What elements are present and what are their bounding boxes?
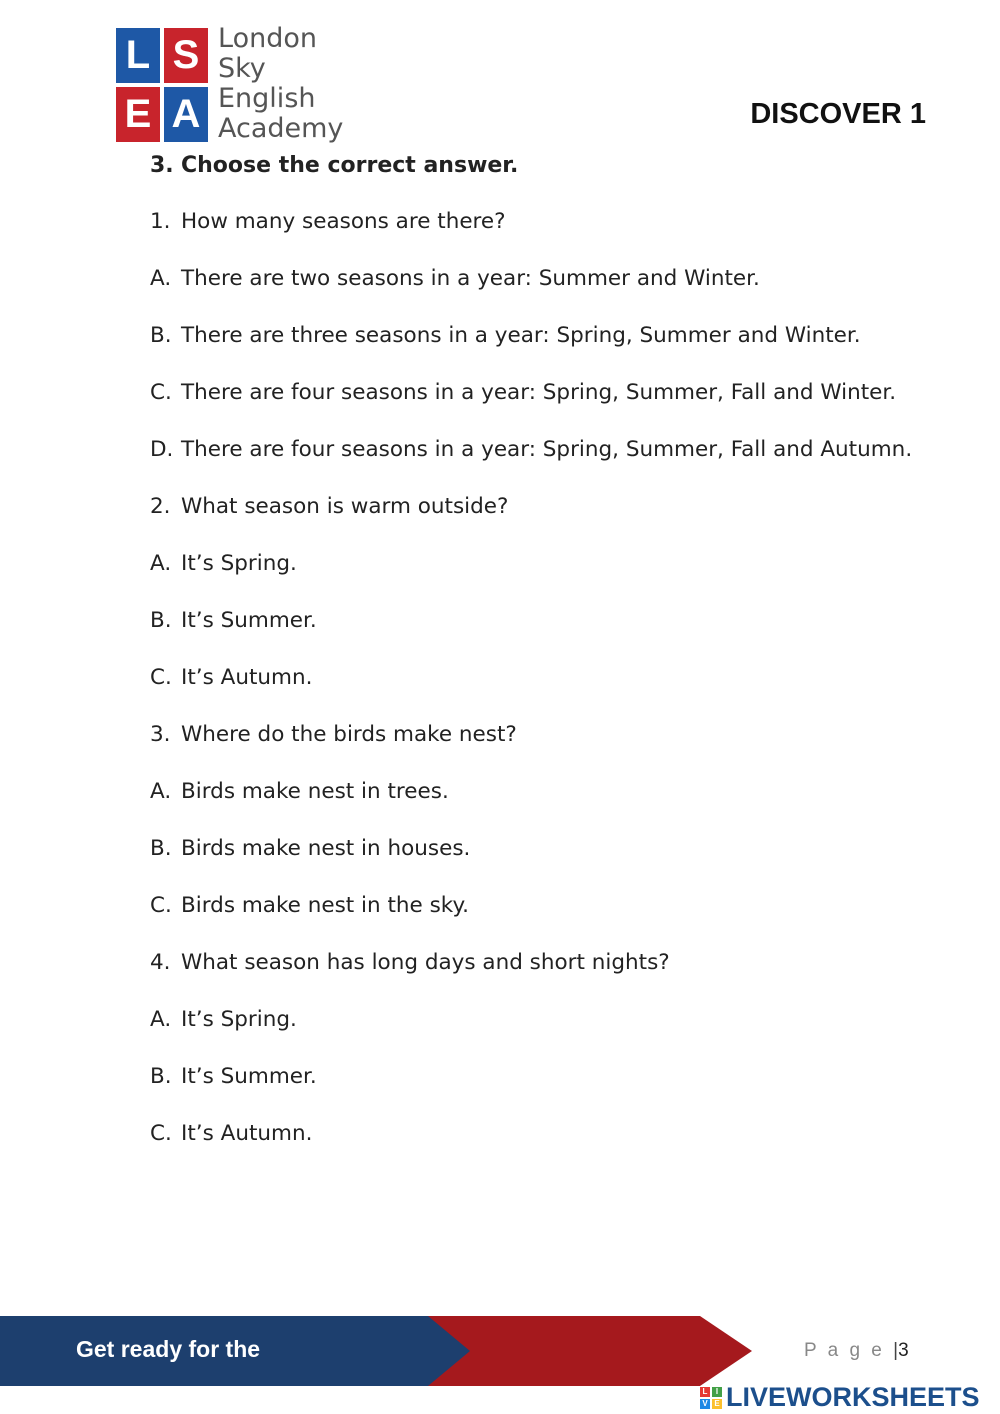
option-letter: A. [150, 779, 172, 804]
question-label: What season is warm outside? [181, 494, 509, 519]
option-letter: B. [150, 323, 172, 348]
option-label: It’s Autumn. [181, 665, 313, 690]
option-label: There are four seasons in a year: Spring, Summer, Fall and Autumn. [181, 437, 913, 462]
answer-option[interactable] [150, 778, 970, 806]
logo-wordmark [218, 24, 343, 144]
option-label: There are four seasons in a year: Spring, Summer, Fall and Winter. [181, 380, 897, 405]
lw-grid-e: E [712, 1399, 722, 1409]
option-letter: D. [150, 437, 174, 462]
option-label: Birds make nest in trees. [181, 779, 449, 804]
option-letter: C. [150, 893, 172, 918]
option-letter: B. [150, 608, 172, 633]
option-letter: B. [150, 1064, 172, 1089]
option-label: It’s Spring. [181, 551, 297, 576]
question-number: 3. [150, 722, 171, 747]
option-letter: C. [150, 1121, 172, 1146]
question-number: 1. [150, 209, 171, 234]
option-letter: C. [150, 380, 172, 405]
exercise [150, 146, 970, 1148]
question-label: How many seasons are there? [181, 209, 506, 234]
logo-block-e: E [116, 87, 160, 142]
question-text [150, 208, 970, 236]
option-label: Birds make nest in the sky. [181, 893, 469, 918]
question-text [150, 949, 970, 977]
answer-option[interactable] [150, 436, 970, 464]
liveworksheets-wordmark: LIVEWORKSHEETS [726, 1382, 980, 1412]
answer-option[interactable] [150, 322, 970, 350]
logo-line-sky: Sky [218, 53, 266, 84]
option-label: It’s Summer. [181, 1064, 317, 1089]
answer-option[interactable] [150, 379, 970, 407]
answer-option[interactable] [150, 1063, 970, 1091]
course-level-title: DISCOVER 1 [750, 98, 926, 130]
option-letter: B. [150, 836, 172, 861]
footer-tagline: Get ready for the [76, 1336, 261, 1362]
liveworksheets-logo-icon [700, 1387, 722, 1409]
question-number: 2. [150, 494, 171, 519]
answer-option[interactable] [150, 265, 970, 293]
exercise-instruction: Choose the correct answer. [181, 153, 519, 178]
logo-line-london: London [218, 23, 317, 54]
page-number: 3 [898, 1340, 909, 1361]
option-letter: A. [150, 1007, 172, 1032]
logo-block-s: S [164, 28, 208, 83]
logo-line-english: English [218, 83, 316, 114]
option-label: It’s Summer. [181, 608, 317, 633]
lw-grid-v: V [700, 1399, 710, 1409]
answer-option[interactable] [150, 607, 970, 635]
answer-option[interactable] [150, 892, 970, 920]
question-number: 4. [150, 950, 171, 975]
lw-grid-l: L [700, 1387, 710, 1397]
option-label: Birds make nest in houses. [181, 836, 471, 861]
page-indicator [804, 1340, 909, 1362]
exercise-heading [150, 146, 970, 186]
question-text [150, 721, 970, 749]
option-label: It’s Spring. [181, 1007, 297, 1032]
answer-option[interactable] [150, 664, 970, 692]
exercise-number: 3. [150, 153, 174, 178]
option-letter: A. [150, 551, 172, 576]
answer-option[interactable] [150, 1120, 970, 1148]
question-list [150, 208, 970, 1148]
option-letter: C. [150, 665, 172, 690]
academy-logo [116, 23, 366, 150]
answer-option[interactable] [150, 1006, 970, 1034]
option-letter: A. [150, 266, 172, 291]
question-label: Where do the birds make nest? [181, 722, 517, 747]
liveworksheets-watermark [700, 1382, 980, 1413]
logo-block-a: A [164, 87, 208, 142]
logo-block-l: L [116, 28, 160, 83]
page-separator: | [893, 1340, 899, 1361]
option-label: There are two seasons in a year: Summer and Winter. [181, 266, 760, 291]
question-text [150, 493, 970, 521]
option-label: There are three seasons in a year: Spring, Summer and Winter. [181, 323, 861, 348]
option-label: It’s Autumn. [181, 1121, 313, 1146]
logo-line-academy: Academy [218, 113, 344, 144]
question-label: What season has long days and short nights? [181, 950, 670, 975]
logo-blocks [116, 28, 208, 144]
lw-grid-i: I [712, 1387, 722, 1397]
page-label: P a g e [804, 1340, 885, 1361]
answer-option[interactable] [150, 550, 970, 578]
answer-option[interactable] [150, 835, 970, 863]
